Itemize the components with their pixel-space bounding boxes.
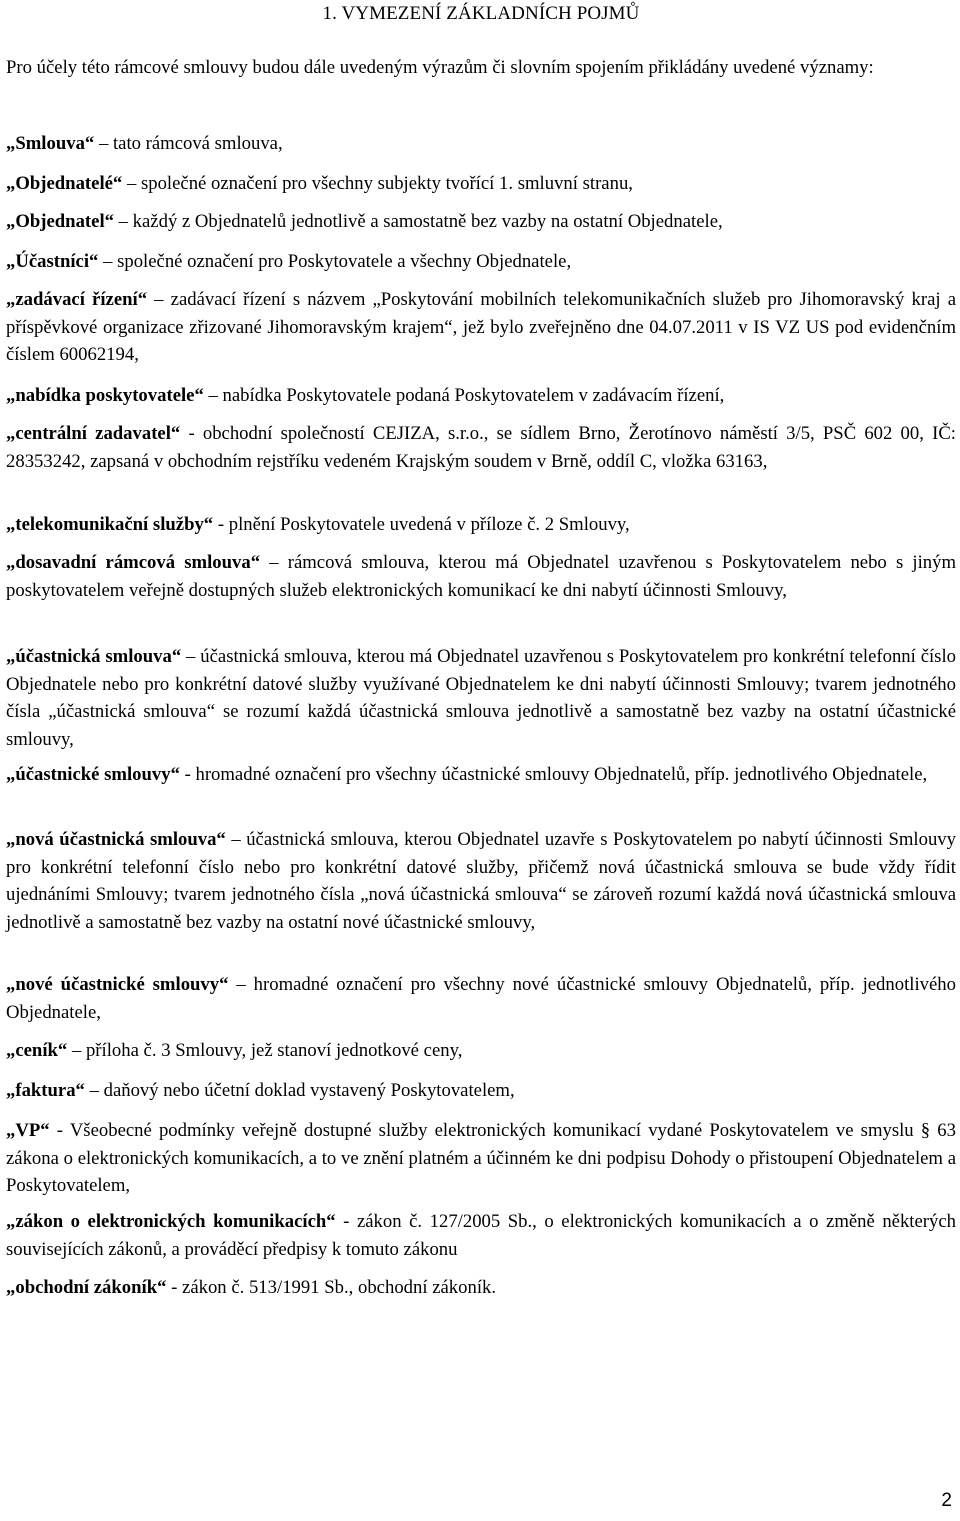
definition-text: – příloha č. 3 Smlouvy, jež stanoví jednotkové ceny, — [67, 1040, 463, 1061]
definition-objednatele — [6, 170, 956, 198]
definition-telekomunikacni-sluzby — [6, 511, 956, 539]
definition-term: „účastnické smlouvy“ — [6, 764, 180, 785]
definition-term: „ceník“ — [6, 1040, 68, 1061]
definition-term: „zákon o elektronických komunikacích“ — [6, 1211, 336, 1232]
definition-text: – nabídka Poskytovatele podaná Poskytovatelem v zadávacím řízení, — [203, 385, 725, 406]
definition-text: – tato rámcová smlouva, — [94, 133, 283, 154]
page-number: 2 — [941, 1490, 952, 1511]
definition-faktura — [6, 1077, 956, 1105]
definition-term: „Objednatelé“ — [6, 173, 123, 194]
definition-term: „nové účastnické smlouvy“ — [6, 974, 229, 995]
definition-text: - zákon č. 127/2005 Sb., o elektronických komunikacích a o změně některých souvisejících zákonů, a prováděcí předpisy k tomuto zákonu — [6, 1211, 957, 1260]
definition-dosavadni-ramcova-smlouva — [6, 549, 956, 604]
definition-term: „telekomunikační služby“ — [6, 514, 214, 535]
section-heading: 1. VYMEZENÍ ZÁKLADNÍCH POJMŮ — [322, 3, 640, 24]
definition-zakon-o-elektronickych-komunikacich — [6, 1208, 956, 1263]
definition-text: – daňový nebo účetní doklad vystavený Poskytovatelem, — [84, 1080, 515, 1101]
intro-paragraph: Pro účely této rámcové smlouvy budou dále uvedeným výrazům či slovním spojením přikládány uvedené významy: — [6, 57, 874, 78]
definition-term: „zadávací řízení“ — [6, 289, 148, 310]
definition-text: - zákon č. 513/1991 Sb., obchodní zákoník. — [166, 1277, 497, 1298]
definition-term: „centrální zadavatel“ — [6, 423, 181, 444]
definition-text: – hromadné označení pro všechny nové účastnické smlouvy Objednatelů, příp. jednotlivého Objednatele, — [6, 974, 956, 1023]
definition-term: „Smlouva“ — [6, 133, 95, 154]
definition-text: – účastnická smlouva, kterou má Objednatel uzavřenou s Poskytovatelem pro konkrétní telefonní číslo Objednatele nebo pro konkrétní datové služby využívané Objednatelem ke dni nabytí účinnosti Smlouvy; tvarem jednotného čísla „účastnická smlouva“ se rozumí každá účastnická smlouva jednotlivě a samostatně bez vazby na ostatní účastnické smlouvy, — [6, 646, 956, 750]
definition-vp — [6, 1117, 956, 1200]
definition-text: – společné označení pro Poskytovatele a všechny Objednatele, — [98, 251, 572, 272]
definition-text: – rámcová smlouva, kterou má Objednatel uzavřenou s Poskytovatelem nebo s jiným poskytovatelem veřejně dostupných služeb elektronických komunikací ke dni nabytí účinnosti Smlouvy, — [6, 552, 956, 601]
definition-obchodni-zakonik — [6, 1274, 956, 1302]
definition-smlouva — [6, 130, 956, 158]
definition-text: - Všeobecné podmínky veřejně dostupné služby elektronických komunikací vydané Poskytovatelem ve smyslu § 63 zákona o elektronických komunikacích, a to ve znění platném a účinném ke dni podpisu Dohody o přistoupení Objednatelem a Poskytovatelem, — [6, 1120, 956, 1196]
definition-term: „nabídka poskytovatele“ — [6, 385, 204, 406]
definition-text: – účastnická smlouva, kterou Objednatel uzavře s Poskytovatelem po nabytí účinnosti Smlouvy pro konkrétní telefonní číslo nebo pro konkrétní datové služby, přičemž nová účastnická smlouva se bude vždy řídit ujednáními Smlouvy; tvarem jednotného čísla „nová účastnická smlouva“ se zároveň rozumí každá nová účastnická smlouva jednotlivě a samostatně bez vazby na ostatní nové účastnické smlouvy, — [6, 829, 956, 933]
definition-term: „dosavadní rámcová smlouva“ — [6, 552, 261, 573]
definition-text: – zadávací řízení s názvem „Poskytování mobilních telekomunikačních služeb pro Jihomoravský kraj a příspěvkové organizace zřizované Jihomoravským krajem“, jež bylo zveřejněno dne 04.07.2011 v IS VZ US pod evidenčním číslem 60062194, — [6, 289, 956, 365]
definition-term: „účastnická smlouva“ — [6, 646, 182, 667]
definition-cenik — [6, 1037, 956, 1065]
definition-ucastnici — [6, 248, 956, 276]
definition-centralni-zadavatel — [6, 420, 956, 475]
definition-zadavaci-rizeni — [6, 286, 956, 369]
definition-nove-ucastnicke-smlouvy — [6, 971, 956, 1026]
definition-text: - hromadné označení pro všechny účastnické smlouvy Objednatelů, příp. jednotlivého Objednatele, — [179, 764, 928, 785]
definition-term: „Objednatel“ — [6, 211, 114, 232]
definition-term: „VP“ — [6, 1120, 50, 1141]
definition-text: – každý z Objednatelů jednotlivě a samostatně bez vazby na ostatní Objednatele, — [113, 211, 723, 232]
definition-text: - obchodní společností CEJIZA, s.r.o., se sídlem Brno, Žerotínovo náměstí 3/5, PSČ 602 00, IČ: 28353242, zapsaná v obchodním rejstříku vedeném Krajským soudem v Brně, oddíl C, vložka 63163, — [6, 423, 956, 472]
definition-term: „nová účastnická smlouva“ — [6, 829, 226, 850]
definition-objednatel — [6, 208, 956, 236]
definition-nova-ucastnicka-smlouva — [6, 826, 956, 936]
definition-term: „faktura“ — [6, 1080, 85, 1101]
definition-term: „obchodní zákoník“ — [6, 1277, 167, 1298]
definition-ucastnicka-smlouva — [6, 643, 956, 753]
definition-ucastnicke-smlouvy — [6, 761, 956, 789]
definition-text: – společné označení pro všechny subjekty tvořící 1. smluvní stranu, — [122, 173, 633, 194]
definition-nabidka-poskytovatele — [6, 382, 956, 410]
definition-text: - plnění Poskytovatele uvedená v příloze č. 2 Smlouvy, — [213, 514, 630, 535]
definition-term: „Účastníci“ — [6, 251, 99, 272]
